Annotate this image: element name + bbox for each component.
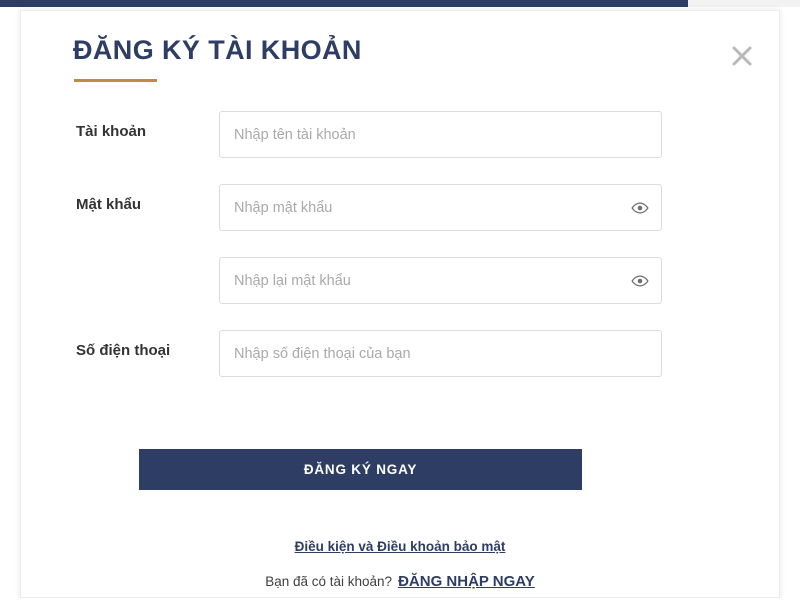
confirm-password-field-wrap xyxy=(219,257,662,304)
password-input[interactable] xyxy=(219,184,662,231)
field-row-password xyxy=(21,174,779,247)
login-link[interactable]: ĐĂNG NHẬP NGAY xyxy=(398,573,535,590)
background-banner-right xyxy=(688,0,800,7)
register-button[interactable]: ĐĂNG KÝ NGAY xyxy=(139,449,582,490)
field-row-phone xyxy=(21,320,779,393)
title-underline xyxy=(74,79,157,82)
password-field-wrap xyxy=(219,184,662,231)
eye-icon[interactable] xyxy=(631,272,649,290)
terms-link[interactable]: Điều kiện và Điều khoản bảo mật xyxy=(294,539,506,554)
username-input[interactable] xyxy=(219,111,662,158)
phone-input[interactable] xyxy=(219,330,662,377)
field-row-username xyxy=(21,101,779,174)
field-row-confirm-password xyxy=(21,247,779,320)
bottom-strip xyxy=(0,598,800,609)
phone-field-wrap xyxy=(219,330,662,377)
label-phone: Số điện thoại xyxy=(76,342,171,359)
page-backdrop xyxy=(0,0,800,10)
close-icon[interactable] xyxy=(725,41,759,75)
username-field-wrap xyxy=(219,111,662,158)
eye-icon[interactable] xyxy=(631,199,649,217)
submit-wrap xyxy=(139,449,582,490)
login-row xyxy=(21,573,779,590)
background-banner-left xyxy=(0,0,688,7)
label-password: Mật khẩu xyxy=(76,196,142,213)
registration-form xyxy=(21,101,779,393)
confirm-password-input[interactable] xyxy=(219,257,662,304)
registration-modal xyxy=(20,10,780,598)
label-username: Tài khoản xyxy=(76,123,147,140)
login-prompt: Bạn đã có tài khoản? xyxy=(265,574,393,589)
page-title: ĐĂNG KÝ TÀI KHOẢN xyxy=(73,35,362,65)
